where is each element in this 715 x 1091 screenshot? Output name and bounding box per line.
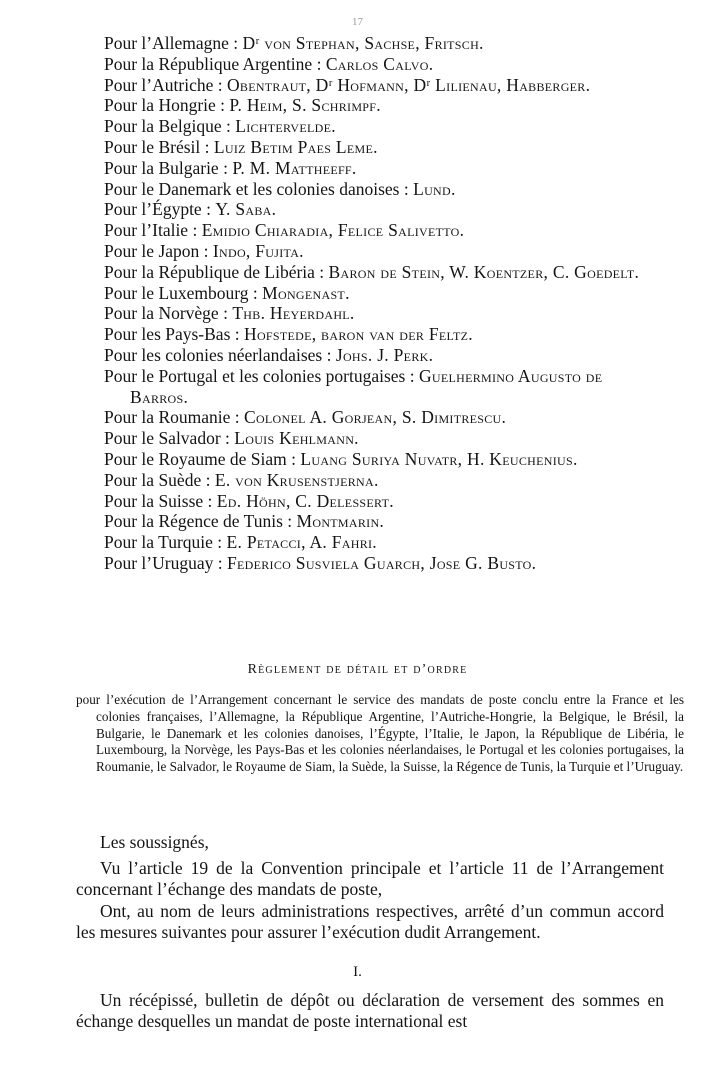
signatory-row [104,324,652,345]
signatory-names: Obentraut, Dʳ Hofmann, Dʳ Lilienau, Habberger. [226,74,591,95]
signatory-country: Pour la République de Libéria : [104,261,329,282]
signatory-country: Pour la Norvège : [104,303,233,324]
signatory-names: Johs. J. Perk. [335,344,434,365]
signatory-row [104,199,652,220]
signatory-names: Baron de Stein, W. Koentzer, C. Goedelt. [328,261,640,282]
signatory-country: Pour le Royaume de Siam : [104,448,301,469]
signatory-country: Pour la Hongrie : [104,95,230,116]
signatory-names: Ed. Höhn, C. Delessert. [216,490,394,511]
signatory-row [104,532,652,553]
paragraph-1: Vu l’article 19 de la Convention principale et l’article 11 de l’Arrangement concernant l’échange des mandats de poste, [76,858,664,899]
section-number: I. [353,964,362,980]
signatory-country: Pour le Japon : [104,240,213,261]
signatory-row [104,449,652,470]
signatory-country: Pour le Danemark et les colonies danoises : [104,178,414,199]
signatory-country: Pour le Luxembourg : [104,282,263,303]
signatory-names: Montmarin. [296,511,385,532]
signatory-names: Indo, Fujita. [212,240,304,261]
signatory-names: Luang Suriya Nuvatr, H. Keuchenius. [300,448,578,469]
signatory-names: E. Petacci, A. Fahri. [226,532,377,553]
signatory-row [104,137,652,158]
signatory-row [104,179,652,200]
preamble-paragraph: pour l’exécution de l’Arrangement concernant le service des mandats de poste conclu entre la France et les colonies françaises, l’Allemagne, la République Argentine, l’Autriche-Hongrie, la Belgique, le Brésil, la Bulgarie, le Danemark et les colonies danoises, l’Égypte, l’Italie, le Japon, la République de Libéria, le Luxembourg, la Norvège, les Pays-Bas et les colonies néerlandaises, le Portugal et les colonies portugaises, la Roumanie, le Salvador, le Royaume de Siam, la Suède, la Suisse, la Régence de Tunis, la Turquie et l’Uruguay. [76,692,684,775]
signatory-names: E. von Krusenstjerna. [214,469,379,490]
signatory-row [104,95,652,116]
page-number: 17 [352,16,363,28]
rule-title: Règlement de détail et d’ordre [247,662,468,677]
signatory-row [104,345,652,366]
signatory-country: Pour l’Égypte : [104,199,216,220]
signatory-row [104,220,652,241]
signatory-row [104,428,652,449]
signatory-country: Pour l’Uruguay : [104,552,227,573]
signatory-row [104,75,652,96]
signatory-country: Pour le Brésil : [104,136,214,157]
paragraph-3: Un récépissé, bulletin de dépôt ou déclaration de versement des sommes en échange desquelles un mandat de poste international est [76,990,664,1031]
signatory-names: Federico Susviela Guarch, Jose G. Busto. [226,552,537,573]
signatory-names: Hofstede, baron van der Feltz. [244,324,473,345]
signatory-row [104,553,652,574]
signatory-names: Dʳ von Stephan, Sachse, Fritsch. [242,33,484,53]
signatory-country: Pour la Suisse : [104,490,217,511]
signatory-row [104,303,652,324]
signatory-row [104,116,652,137]
signatory-row [104,241,652,262]
signatory-row [104,491,652,512]
signatory-names: Thb. Heyerdahl. [232,303,355,324]
signatory-names: Y. Saba. [215,199,277,220]
signatory-names: Mongenast. [262,282,350,303]
signatory-row [104,407,652,428]
signatory-country: Pour la Suède : [104,469,215,490]
signatory-row [104,33,652,54]
signatory-country: Pour la Roumanie : [104,407,244,428]
signatory-country: Pour le Portugal et les colonies portugaises : [104,365,419,386]
signatory-country: Pour l’Italie : [104,220,202,241]
signatory-row [104,470,652,491]
signatory-row [104,366,652,408]
signatory-row [104,54,652,75]
signatory-names: P. Heim, S. Schrimpf. [229,95,381,116]
signatory-country: Pour la Bulgarie : [104,157,233,178]
signatory-country: Pour la Régence de Tunis : [104,511,297,532]
signatory-row [104,511,652,532]
signatory-row [104,262,652,283]
signatory-country: Pour les colonies néerlandaises : [104,344,336,365]
signatory-country: Pour le Salvador : [104,428,235,449]
signatory-names: Louis Kehlmann. [234,428,359,449]
signatories-list [104,33,652,574]
signatory-country: Pour les Pays-Bas : [104,324,244,345]
salutation: Les soussignés, [100,832,209,852]
signatory-names: Lund. [413,178,456,199]
signatory-country: Pour la Belgique : [104,116,236,137]
signatory-country: Pour l’Autriche : [104,74,227,95]
signatory-country: Pour la Turquie : [104,532,227,553]
signatory-country: Pour la République Argentine : [104,53,326,74]
signatory-names: Guelhermino Augusto de Barros. [130,365,603,407]
signatory-names: Colonel A. Gorjean, S. Dimitrescu. [243,407,507,428]
paragraph-2: Ont, au nom de leurs administrations respectives, arrêté d’un commun accord les mesures suivantes pour assurer l’exécution dudit Arrangement. [76,901,664,942]
signatory-country: Pour l’Allemagne : [104,33,243,53]
signatory-names: Emidio Chiaradia, Felice Salivetto. [201,220,465,241]
signatory-names: Luiz Betim Paes Leme. [213,136,378,157]
signatory-row [104,283,652,304]
signatory-names: P. M. Mattheeff. [232,157,357,178]
signatory-names: Lichtervelde. [235,116,336,137]
signatory-row [104,158,652,179]
signatory-names: Carlos Calvo. [325,53,434,74]
